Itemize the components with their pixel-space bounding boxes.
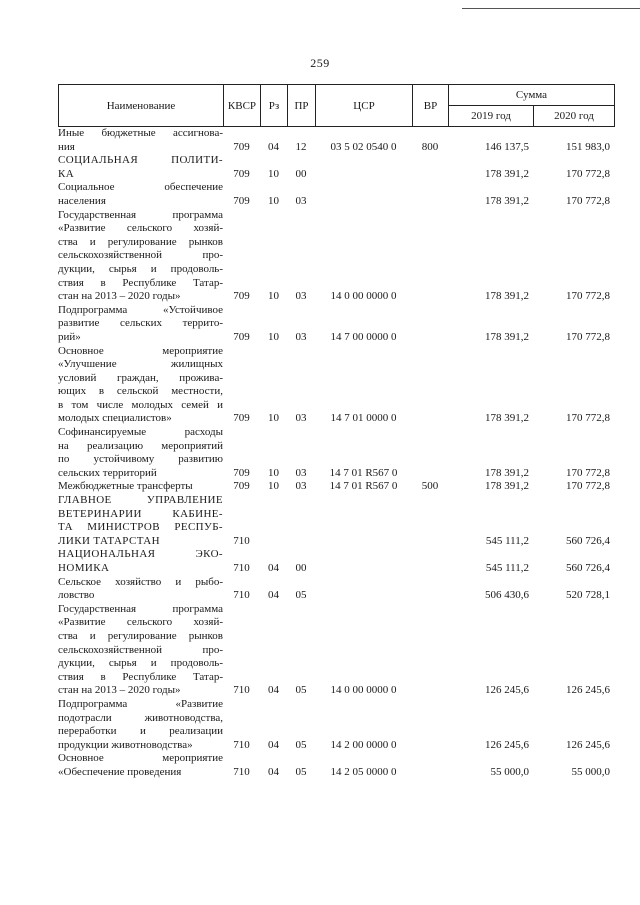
- table-row: [58, 345, 614, 427]
- cell-s2019: 126 245,6: [485, 738, 529, 751]
- row-name-line: переработки и реализации: [58, 725, 223, 738]
- row-name-line: ЛИКИ ТАТАРСТАН: [58, 534, 160, 547]
- cell-s2019: 178 391,2: [485, 194, 529, 207]
- row-name-line: стан на 2013 – 2020 годы»: [58, 684, 181, 697]
- row-name-line: населения: [58, 194, 106, 207]
- cell-s2019: 178 391,2: [485, 480, 529, 493]
- scan-edge-line: [462, 8, 640, 9]
- cell-csr: [315, 576, 412, 603]
- table-row: [58, 480, 614, 494]
- row-name-line: СОЦИАЛЬНАЯ ПОЛИТИ-: [58, 154, 223, 167]
- table-row: [58, 127, 614, 154]
- cell-s2019: 506 430,6: [485, 589, 529, 602]
- cell-s2020: 560 726,4: [566, 534, 610, 547]
- cell-csr: [315, 181, 412, 208]
- cell-vr: 800: [421, 140, 439, 153]
- cell-pr: 03: [295, 480, 307, 493]
- cell-vr: [412, 698, 448, 752]
- table-body: [58, 127, 614, 780]
- cell-kvsr: 709: [233, 412, 250, 425]
- table-row: [58, 494, 614, 548]
- cell-s2019: 126 245,6: [485, 684, 529, 697]
- row-name-line: по устойчивому развитию: [58, 453, 223, 466]
- cell-s2020: 170 772,8: [566, 480, 610, 493]
- row-name-line: дукции, сырья и продоволь-: [58, 262, 223, 275]
- header-2020: 2020 год: [534, 106, 615, 127]
- row-name-line: НОМИКА: [58, 562, 110, 574]
- cell-s2020: 126 245,6: [566, 684, 610, 697]
- row-name-line: ства и регулирование рынков: [58, 235, 223, 248]
- row-name: [58, 603, 223, 698]
- row-name-line: Межбюджетные трансферты: [58, 480, 193, 493]
- cell-vr: [412, 345, 448, 427]
- cell-pr: 03: [295, 290, 307, 303]
- table-row: [58, 304, 614, 345]
- cell-csr: 03 5 02 0540 0: [330, 140, 397, 153]
- cell-vr: [412, 576, 448, 603]
- row-name-line: молодых специалистов»: [58, 412, 172, 425]
- cell-rz: 04: [268, 140, 279, 153]
- cell-s2020: 55 000,0: [571, 765, 610, 778]
- cell-rz: 04: [268, 684, 279, 697]
- cell-csr: 14 0 00 0000 0: [330, 290, 397, 303]
- cell-kvsr: 710: [233, 738, 250, 751]
- cell-rz: 10: [268, 466, 279, 479]
- row-name-line: Подпрограмма «Развитие: [58, 697, 223, 710]
- cell-vr: [412, 181, 448, 208]
- page-number: 259: [310, 56, 330, 70]
- row-name-line: условий граждан, прожива-: [58, 371, 223, 384]
- cell-vr: [412, 603, 448, 698]
- cell-pr: 05: [295, 738, 307, 751]
- row-name: [58, 698, 223, 752]
- row-name: [58, 127, 223, 154]
- cell-kvsr: 709: [233, 466, 250, 479]
- cell-kvsr: 709: [233, 290, 250, 303]
- cell-kvsr: 710: [233, 534, 250, 547]
- cell-s2020: 151 983,0: [566, 140, 610, 153]
- cell-kvsr: 710: [233, 765, 250, 778]
- row-name: [58, 494, 223, 548]
- row-name-line: ющих в сельской местности,: [58, 385, 223, 398]
- row-name: [58, 181, 223, 208]
- cell-csr: 14 0 00 0000 0: [330, 684, 397, 697]
- table-row: [58, 181, 614, 208]
- cell-csr: [315, 548, 412, 575]
- cell-vr: [412, 154, 448, 181]
- row-name-line: «Развитие сельского хозяй-: [58, 616, 223, 629]
- cell-s2020: 170 772,8: [566, 330, 610, 343]
- row-name-line: ТА МИНИСТРОВ РЕСПУБ-: [58, 521, 223, 534]
- cell-s2020: 126 245,6: [566, 738, 610, 751]
- cell-rz: 10: [268, 412, 279, 425]
- row-name-line: ства и регулирование рынков: [58, 629, 223, 642]
- cell-s2019: 178 391,2: [485, 290, 529, 303]
- row-name-line: стан на 2013 – 2020 годы»: [58, 290, 181, 303]
- cell-vr: [412, 426, 448, 480]
- cell-pr: 00: [295, 167, 307, 180]
- row-name-line: сельскохозяйственной про-: [58, 249, 223, 262]
- cell-rz: 04: [268, 765, 279, 778]
- cell-rz: 04: [268, 589, 279, 602]
- cell-csr: 14 7 01 R567 0: [329, 480, 398, 493]
- table-row: [58, 698, 614, 752]
- cell-kvsr: 709: [233, 167, 250, 180]
- cell-vr: 500: [421, 480, 439, 493]
- cell-vr: [412, 548, 448, 575]
- cell-s2019: 178 391,2: [485, 412, 529, 425]
- row-name-line: Государственная программа: [58, 602, 223, 615]
- row-name-line: сельских территорий: [58, 466, 157, 479]
- row-name-line: Социальное обеспечение: [58, 181, 223, 194]
- cell-vr: [412, 209, 448, 304]
- row-name: [58, 304, 223, 345]
- row-name-line: Основное мероприятие: [58, 752, 223, 765]
- header-pr: ПР: [288, 85, 316, 127]
- cell-vr: [412, 752, 448, 779]
- header-2019: 2019 год: [449, 106, 534, 127]
- cell-s2019: 146 137,5: [485, 140, 529, 153]
- row-name-line: Государственная программа: [58, 208, 223, 221]
- table-row: [58, 426, 614, 480]
- cell-s2020: 520 728,1: [566, 589, 610, 602]
- row-name-line: развитие сельских террито-: [58, 317, 223, 330]
- row-name: [58, 426, 223, 480]
- cell-pr: 03: [295, 330, 307, 343]
- row-name-line: «Обеспечение проведения: [58, 765, 182, 778]
- cell-s2020: 170 772,8: [566, 167, 610, 180]
- row-name-line: Иные бюджетные ассигнова-: [58, 127, 223, 139]
- row-name-line: КА: [58, 167, 75, 180]
- cell-kvsr: 710: [233, 589, 250, 602]
- row-name-line: Подпрограмма «Устойчивое: [58, 303, 223, 316]
- row-name-line: рий»: [58, 330, 81, 343]
- cell-csr: 14 2 00 0000 0: [330, 738, 397, 751]
- row-name-line: ловство: [58, 589, 95, 602]
- cell-csr: 14 7 00 0000 0: [330, 330, 397, 343]
- row-name: [58, 209, 223, 304]
- cell-rz: 10: [268, 290, 279, 303]
- cell-kvsr: 709: [233, 194, 250, 207]
- cell-vr: [412, 494, 448, 548]
- cell-rz: 10: [268, 480, 279, 493]
- row-name-line: ГЛАВНОЕ УПРАВЛЕНИЕ: [58, 494, 223, 507]
- cell-kvsr: 709: [233, 140, 250, 153]
- cell-s2020: 170 772,8: [566, 194, 610, 207]
- cell-vr: [412, 304, 448, 345]
- cell-csr: 14 7 01 R567 0: [329, 466, 398, 479]
- header-rz: Рз: [261, 85, 288, 127]
- cell-pr: 05: [295, 684, 307, 697]
- row-name-line: продукции животноводства»: [58, 738, 193, 751]
- cell-csr: 14 2 05 0000 0: [330, 765, 397, 778]
- table-row: [58, 576, 614, 603]
- cell-rz: 10: [268, 194, 279, 207]
- cell-pr: 03: [295, 412, 307, 425]
- table-row: [58, 603, 614, 698]
- cell-pr: 03: [295, 194, 307, 207]
- cell-rz: 04: [268, 738, 279, 751]
- row-name-line: «Улучшение жилищных: [58, 358, 223, 371]
- cell-pr: 03: [295, 466, 307, 479]
- cell-pr: 12: [295, 140, 307, 153]
- cell-rz: 10: [268, 167, 279, 180]
- header-csr: ЦСР: [316, 85, 413, 127]
- row-name: [58, 576, 223, 603]
- row-name-line: НАЦИОНАЛЬНАЯ ЭКО-: [58, 548, 223, 561]
- row-name-line: на реализацию мероприятий: [58, 439, 223, 452]
- cell-pr: 00: [295, 562, 307, 574]
- cell-s2019: 178 391,2: [485, 330, 529, 343]
- table-header: [58, 84, 615, 127]
- cell-csr: [315, 494, 412, 548]
- cell-rz: 04: [268, 562, 279, 574]
- table-row: [58, 154, 614, 181]
- table-row: [58, 209, 614, 304]
- header-vr: ВР: [413, 85, 449, 127]
- row-name-line: в том числе молодых семей и: [58, 398, 223, 411]
- table-row: [58, 752, 614, 779]
- cell-rz: 10: [268, 330, 279, 343]
- cell-csr: 14 7 01 0000 0: [330, 412, 397, 425]
- cell-csr: [315, 154, 412, 181]
- row-name: [58, 154, 223, 181]
- row-name-line: Сельское хозяйство и рыбо-: [58, 575, 223, 588]
- row-name: [58, 345, 223, 427]
- row-name: [58, 548, 223, 575]
- row-name-line: Софинансируемые расходы: [58, 426, 223, 439]
- row-name-line: ния: [58, 140, 75, 153]
- cell-pr: 05: [295, 589, 307, 602]
- cell-s2019: 545 111,2: [485, 562, 529, 574]
- header-name: Наименование: [59, 85, 224, 127]
- row-name-line: сельскохозяйственной про-: [58, 643, 223, 656]
- row-name-line: ствия в Республике Татар-: [58, 670, 223, 683]
- cell-s2019: 178 391,2: [485, 167, 529, 180]
- cell-kvsr: 710: [233, 684, 250, 697]
- budget-table: [58, 127, 614, 780]
- cell-pr: 05: [295, 765, 307, 778]
- cell-kvsr: 709: [233, 480, 250, 493]
- row-name-line: Основное мероприятие: [58, 344, 223, 357]
- cell-s2019: 545 111,2: [485, 534, 529, 547]
- row-name: [58, 752, 223, 779]
- row-name-line: подотрасли животноводства,: [58, 711, 223, 724]
- row-name-line: дукции, сырья и продоволь-: [58, 657, 223, 670]
- cell-s2020: 170 772,8: [566, 290, 610, 303]
- header-kvsr: КВСР: [224, 85, 261, 127]
- cell-rz: [260, 494, 287, 548]
- row-name-line: «Развитие сельского хозяй-: [58, 222, 223, 235]
- row-name-line: ВЕТЕРИНАРИИ КАБИНЕ-: [58, 507, 223, 520]
- cell-s2019: 178 391,2: [485, 466, 529, 479]
- cell-s2020: 170 772,8: [566, 412, 610, 425]
- cell-s2019: 55 000,0: [490, 765, 529, 778]
- table-row: [58, 548, 614, 575]
- cell-s2020: 170 772,8: [566, 466, 610, 479]
- row-name: [58, 480, 223, 494]
- header-sum: Сумма: [449, 85, 615, 106]
- row-name-line: ствия в Республике Татар-: [58, 276, 223, 289]
- cell-kvsr: 709: [233, 330, 250, 343]
- cell-s2020: 560 726,4: [566, 562, 610, 574]
- cell-pr: [287, 494, 315, 548]
- cell-kvsr: 710: [233, 562, 250, 574]
